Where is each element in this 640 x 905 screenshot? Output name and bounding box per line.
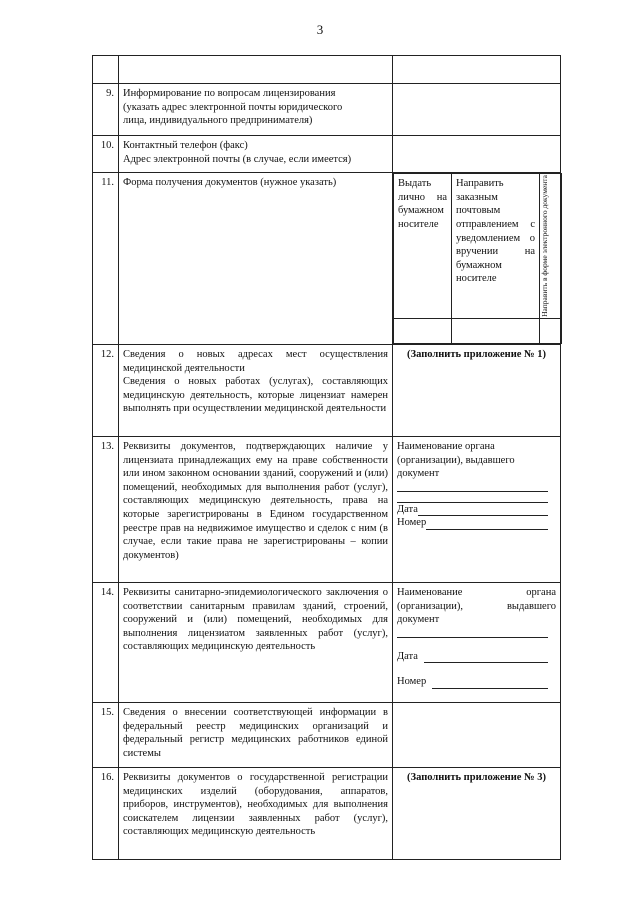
table-row-11 — [93, 173, 561, 345]
row-number: 11. — [93, 173, 119, 345]
issuing-authority-label: Наименование органа (организации), выдавшего документ — [397, 440, 515, 480]
date-label: Дата — [397, 650, 418, 662]
table-row-9 — [93, 84, 561, 136]
fill-appendix-1-note: (Заполнить приложение № 1) — [393, 344, 561, 436]
row-description: Форма получения документов (нужное указать) — [119, 173, 393, 345]
option-in-person[interactable]: Выдать лично на бумажном носителе — [394, 174, 452, 319]
row-description: Контактный телефон (факс) Адрес электронной почты (в случае, если имеется) — [119, 136, 393, 173]
license-form-table — [92, 55, 561, 860]
table-row-13 — [93, 436, 561, 582]
row-number: 16. — [93, 767, 119, 859]
table-row-12 — [93, 344, 561, 436]
row-number: 12. — [93, 344, 119, 436]
row-number: 10. — [93, 136, 119, 173]
option-registered-mail-mark[interactable] — [452, 318, 540, 343]
option-electronic-mark[interactable] — [540, 318, 562, 343]
date-field[interactable] — [418, 506, 548, 516]
table-row-15 — [93, 702, 561, 767]
row-number: 14. — [93, 582, 119, 702]
row-description: Сведения о внесении соответствующей информации в федеральный реестр медицинских организаций и федеральный регистр медицинских работников единой системы — [119, 702, 393, 767]
cell-empty — [119, 56, 393, 84]
issuing-authority-field[interactable] — [397, 481, 548, 492]
row-number: 9. — [93, 84, 119, 136]
table-row-10 — [93, 136, 561, 173]
row-description: Сведения о новых адресах мест осуществления медицинской деятельности Сведения о новых работах (услугах), составляющих медицинскую деятельность, которые лицензиат намерен выполнять при осуществлении медицинской деятельности — [119, 344, 393, 436]
row-number: 15. — [93, 702, 119, 767]
cell-empty — [93, 56, 119, 84]
row-description: Информирование по вопросам лицензирования (указать адрес электронной почты юридического лица, индивидуального предпринимателя) — [119, 84, 393, 136]
delivery-options-grid — [393, 173, 562, 344]
fill-appendix-3-note: (Заполнить приложение № 3) — [393, 767, 561, 859]
issuing-authority-field[interactable] — [397, 627, 548, 638]
delivery-options-cell — [393, 173, 561, 345]
option-in-person-mark[interactable] — [394, 318, 452, 343]
issuing-authority-label: Наименование органа (организации), выдавшего документ — [397, 586, 556, 626]
number-label: Номер — [397, 676, 427, 688]
document-details-cell — [393, 582, 561, 702]
option-electronic[interactable]: Направить в форме электронного документа — [540, 174, 562, 319]
table-row-14 — [93, 582, 561, 702]
email-answer-cell[interactable] — [393, 84, 561, 136]
row-description: Реквизиты санитарно-эпидемиологического заключения о соответствии санитарным правилам зданий, строений, сооружений и (или) помещений, необходимых для выполнения лицензиатом заявленных работ (услуг), составляющих медицинскую деятельность — [119, 582, 393, 702]
cell-empty — [393, 56, 561, 84]
option-registered-mail[interactable]: Направить заказным почтовым отправлением с уведомлением о вручении на бумажном носителе — [452, 174, 540, 319]
issuing-authority-field[interactable] — [397, 492, 548, 503]
row-description: Реквизиты документов о государственной регистрации медицинских изделий (оборудования, аппаратов, приборов, инструментов), необходимых для выполнения соискателем лицензии заявленных работ (услуг), составляющих медицинскую деятельность — [119, 767, 393, 859]
number-field[interactable] — [432, 677, 548, 689]
number-label: Номер — [397, 517, 427, 529]
date-field[interactable] — [424, 651, 548, 663]
table-row-16 — [93, 767, 561, 859]
page-number: 3 — [316, 22, 324, 37]
number-field[interactable] — [426, 520, 548, 530]
document-details-cell — [393, 436, 561, 582]
row-number: 13. — [93, 436, 119, 582]
date-label: Дата — [397, 503, 418, 515]
phone-answer-cell[interactable] — [393, 136, 561, 173]
table-row-empty — [93, 56, 561, 84]
row-description: Реквизиты документов, подтверждающих наличие у лицензиата принадлежащих ему на праве собственности или ином законном основании зданий, сооружений и (или) помещений, необходимых для выполнения работ (услуг), составляющих медицинскую деятельность, права на которые зарегистрированы в Едином государственном реестре прав на недвижимое имущество и сделок с ним (в случае, если такие права не зарегистрированы – копии документов) — [119, 436, 393, 582]
registry-answer-cell[interactable] — [393, 702, 561, 767]
